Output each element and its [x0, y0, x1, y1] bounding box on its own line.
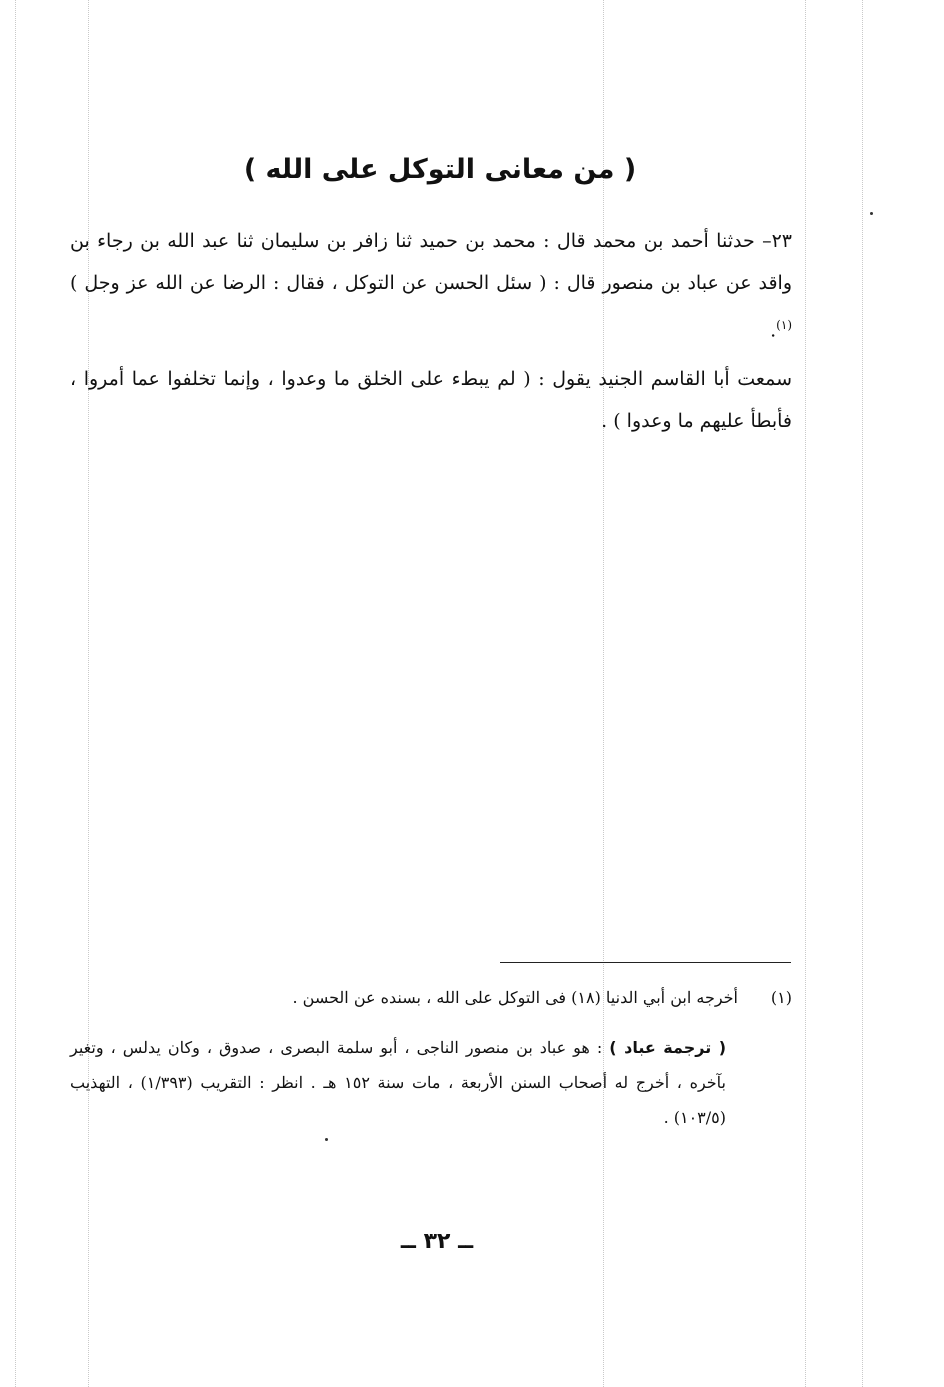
footnote-separator: [500, 962, 791, 963]
footnote-number: (١): [770, 988, 792, 1007]
paragraph-end-period: .: [770, 319, 777, 342]
section-title: ( من معانى التوكل على الله ): [243, 154, 637, 185]
scan-artifact-line: [862, 0, 863, 1387]
paragraph-text: ٢٣– حدثنا أحمد بن محمد قال : محمد بن حميد ثنا زافر بن سليمان ثنا عبد الله بن رجاء بن واقد عن عباد بن منصور قال : ( سئل الحسن عن التوكل ، فقال : الرضا عن الله عز وجل ): [70, 230, 792, 294]
scan-artifact-line: [603, 0, 604, 1387]
footnote-text: أخرجه ابن أبي الدنيا (١٨) فى التوكل على الله ، بسنده عن الحسن .: [292, 988, 738, 1007]
page-number: ــ ٣٢ ــ: [400, 1229, 474, 1254]
scan-speck: [870, 212, 873, 215]
scan-artifact-line: [15, 0, 16, 1387]
scan-artifact-line: [88, 0, 89, 1387]
footnote-reference: (١): [776, 318, 792, 332]
footnote-biography: [70, 1030, 726, 1135]
scan-speck: [325, 1138, 328, 1141]
biography-label: ( ترجمة عباد ): [609, 1038, 727, 1057]
junayd-paragraph: سمعت أبا القاسم الجنيد يقول : ( لم يبطء على الخلق ما وعدوا ، وإنما تخلفوا عما أمروا ، فأبطأ عليهم ما وعدوا ) .: [70, 368, 792, 432]
hadith-paragraph: [70, 220, 792, 351]
biography-text: : هو عباد بن منصور الناجى ، أبو سلمة البصرى ، صدوق ، وكان يدلس ، وتغير بآخره ، أخرج له أصحاب السنن الأربعة ، مات سنة ١٥٢ هـ . انظر : التقريب (١/٣٩٣) ، التهذيب (١٠٣/٥) .: [70, 1038, 727, 1127]
footnote-1: [70, 978, 792, 1018]
scan-artifact-line: [805, 0, 806, 1387]
